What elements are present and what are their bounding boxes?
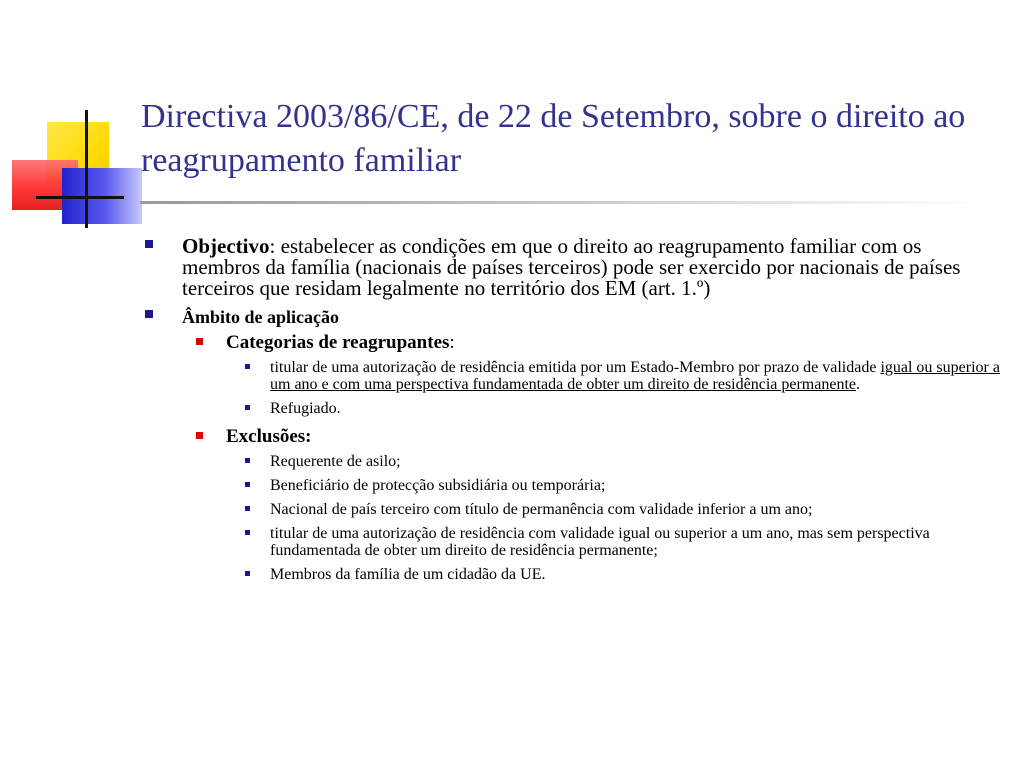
square-bullet-icon (245, 571, 250, 576)
categories-suffix: : (449, 332, 455, 353)
scope-item (140, 307, 1000, 328)
vertical-line (85, 110, 88, 228)
exclusion-text: Nacional de país terceiro com título de permanência com validade inferior a um ano; (270, 501, 813, 518)
exclusion-text: titular de uma autorização de residência com validade igual ou superior a um ano, mas sem perspectiva fundamentada de obter um direito de residência permanente; (270, 525, 930, 559)
exclusion-item (140, 566, 1000, 583)
square-bullet-icon (145, 310, 153, 318)
square-bullet-icon (245, 364, 250, 369)
exclusion-item (140, 525, 1000, 559)
exclusion-text: Requerente de asilo; (270, 453, 401, 470)
exclusions-label: Exclusões: (226, 426, 312, 447)
category-item (140, 359, 1000, 393)
exclusion-item (140, 477, 1000, 494)
slide-content (140, 236, 1000, 583)
categories-item (140, 333, 1000, 353)
category-text-underlined: igual ou superior a um ano e com uma perspectiva fundamentada de obter um direito de residência permanente (270, 359, 1000, 393)
square-bullet-icon (196, 432, 203, 439)
scope-label: Âmbito de aplicação (182, 307, 339, 327)
square-bullet-icon (145, 240, 153, 248)
exclusion-item (140, 501, 1000, 518)
square-bullet-icon (245, 458, 250, 463)
exclusions-item (140, 427, 1000, 447)
square-bullet-icon (245, 405, 250, 410)
category-text-start: titular de uma autorização de residência emitida por um Estado-Membro por prazo de validade (270, 359, 881, 376)
decorative-squares-logo (0, 0, 160, 240)
slide-title: Directiva 2003/86/CE, de 22 de Setembro, sobre o direito ao reagrupamento familiar (141, 98, 966, 179)
exclusion-item (140, 453, 1000, 470)
square-bullet-icon (245, 506, 250, 511)
categories-label: Categorias de reagrupantes (226, 332, 450, 353)
objective-label: Objectivo (182, 234, 270, 258)
objective-text: : estabelecer as condições em que o direito ao reagrupamento familiar com os membros da família (nacionais de países terceiros) pode ser exercido por nacionais de países terceiros que residam legalmente no território dos EM (art. 1.º) (182, 234, 961, 300)
horizontal-line (36, 196, 124, 199)
square-bullet-icon (245, 530, 250, 535)
category-text: Refugiado. (270, 400, 341, 417)
square-bullet-icon (196, 338, 203, 345)
exclusion-text: Membros da família de um cidadão da UE. (270, 566, 546, 583)
square-bullet-icon (245, 482, 250, 487)
category-item (140, 400, 1000, 417)
title-divider (140, 201, 980, 204)
objective-item (140, 236, 1000, 299)
category-text-end: . (855, 376, 860, 393)
exclusion-text: Beneficiário de protecção subsidiária ou temporária; (270, 477, 606, 494)
